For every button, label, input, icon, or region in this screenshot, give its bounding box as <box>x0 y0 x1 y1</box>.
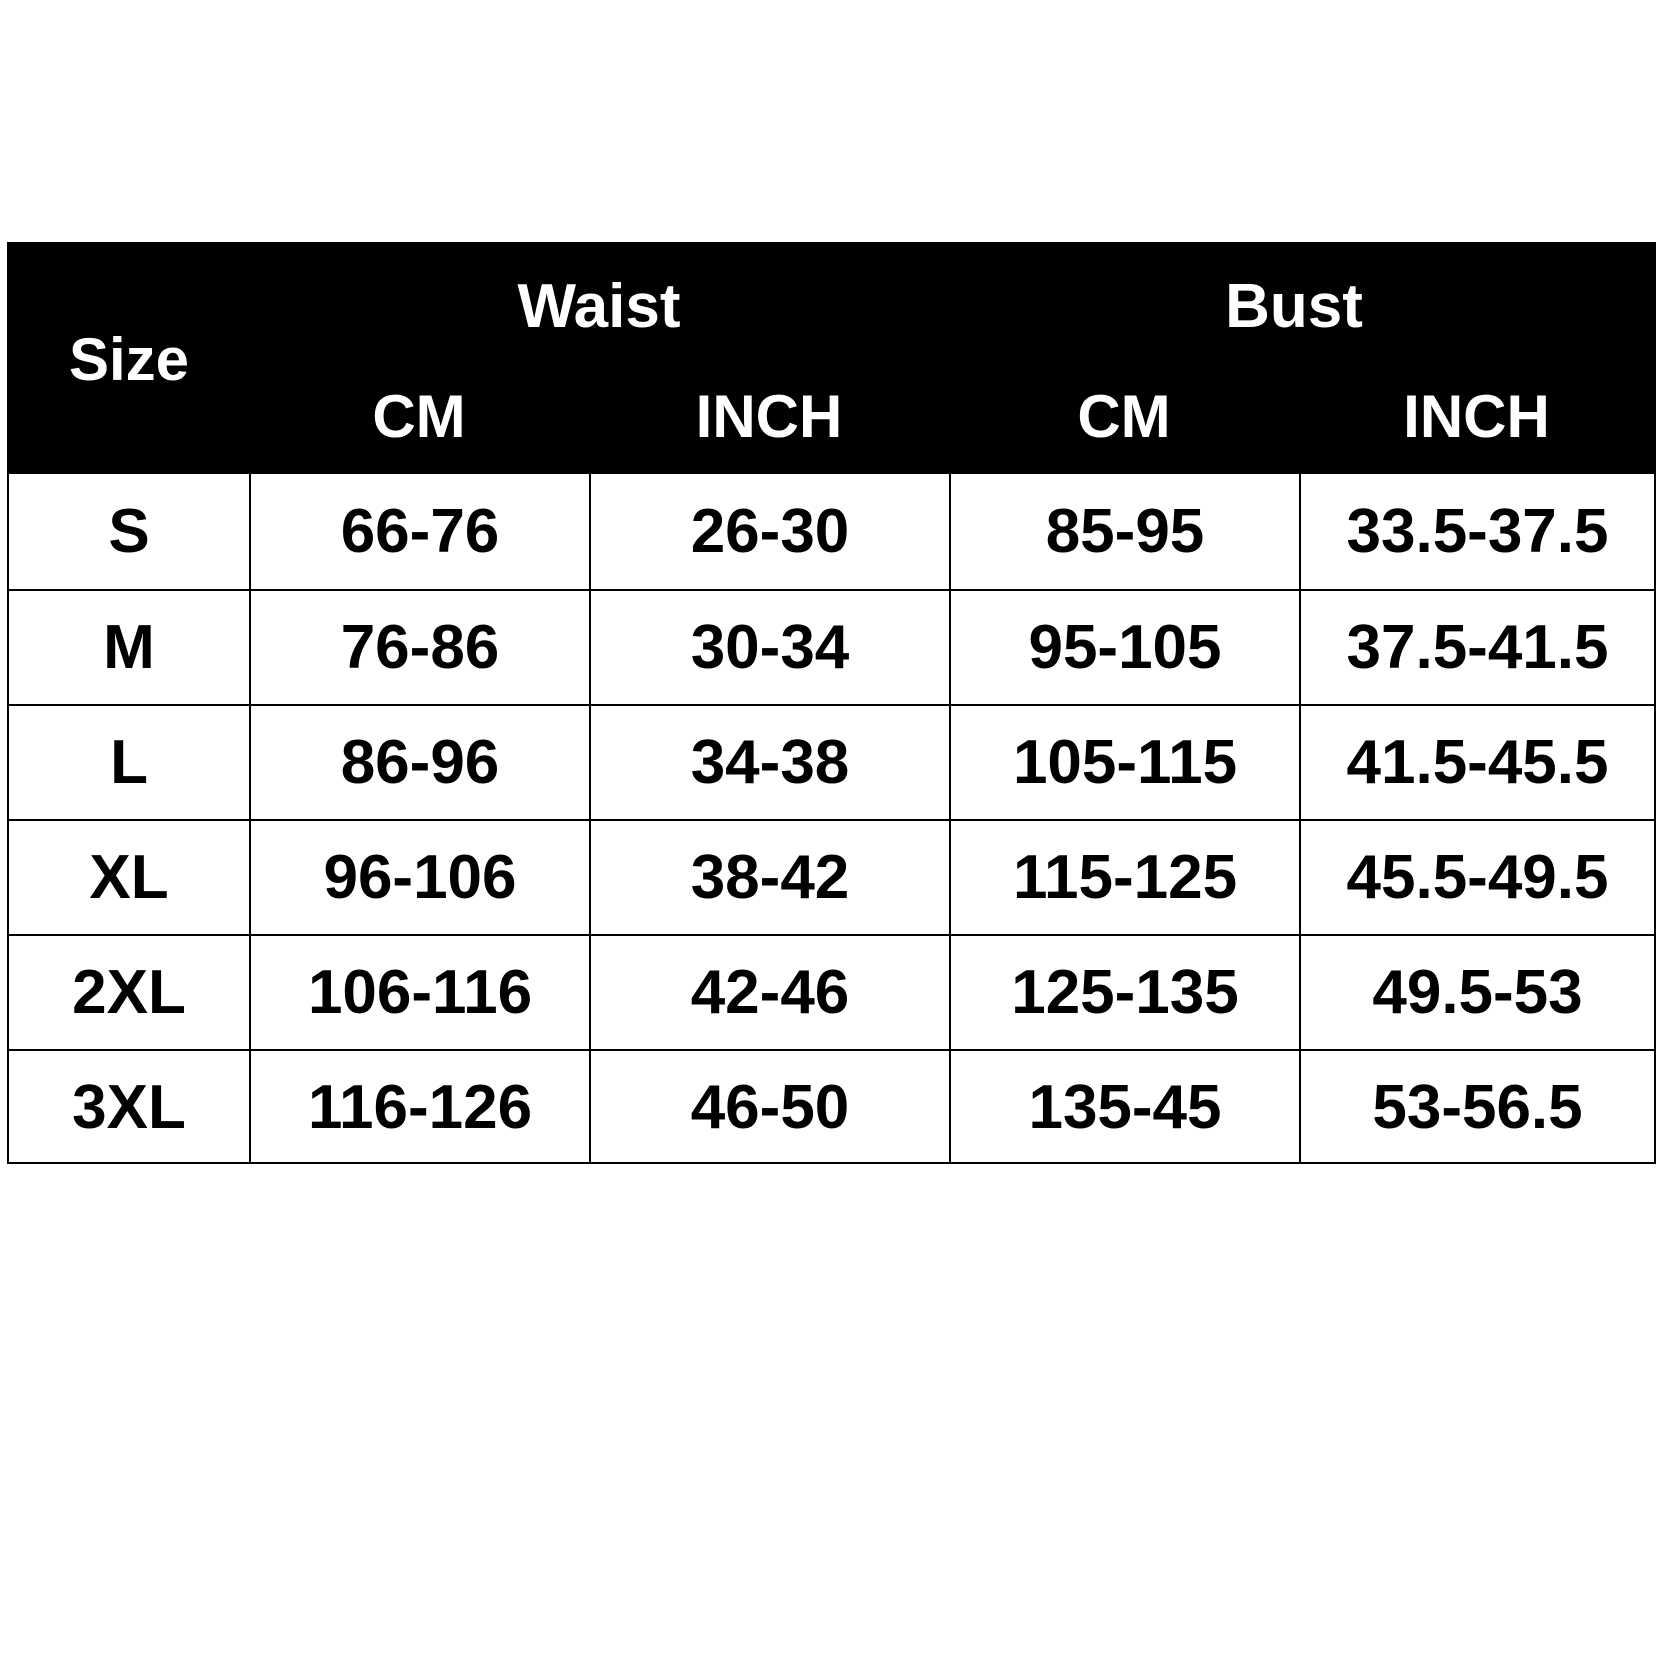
waist-inch-cell: 34-38 <box>589 706 949 819</box>
table-row <box>9 1049 1654 1164</box>
waist-cm-cell: 66-76 <box>249 474 589 589</box>
waist-cm-cell: 96-106 <box>249 821 589 934</box>
table-row <box>9 819 1654 934</box>
bust-inch-header: INCH <box>1403 383 1550 450</box>
waist-inch-cell: 42-46 <box>589 936 949 1049</box>
size-cell: XL <box>89 843 169 912</box>
size-cell: L <box>110 728 148 797</box>
size-chart-table <box>7 242 1656 1164</box>
table-header <box>9 244 1654 474</box>
size-cell: M <box>103 613 155 682</box>
waist-inch-header: INCH <box>695 383 843 450</box>
waist-inch-cell: 38-42 <box>589 821 949 934</box>
bust-inch-cell: 33.5-37.5 <box>1299 474 1654 589</box>
waist-inch-cell: 46-50 <box>589 1051 949 1164</box>
bust-cm-cell: 95-105 <box>949 591 1299 704</box>
waist-inch-cell: 26-30 <box>589 474 949 589</box>
table-body <box>9 474 1654 1162</box>
size-column-header: Size <box>68 325 190 393</box>
waist-cm-cell: 76-86 <box>249 591 589 704</box>
table-row <box>9 934 1654 1049</box>
bust-cm-cell: 85-95 <box>949 474 1299 589</box>
size-cell: S <box>108 497 150 566</box>
table-row <box>9 704 1654 819</box>
size-cell: 3XL <box>72 1073 186 1142</box>
bust-cm-header: CM <box>1077 383 1171 450</box>
table-row <box>9 474 1654 589</box>
table-row <box>9 589 1654 704</box>
bust-inch-cell: 53-56.5 <box>1299 1051 1654 1164</box>
size-cell: 2XL <box>72 958 186 1027</box>
bust-inch-cell: 45.5-49.5 <box>1299 821 1654 934</box>
bust-cm-cell: 115-125 <box>949 821 1299 934</box>
bust-cm-cell: 125-135 <box>949 936 1299 1049</box>
bust-cm-cell: 135-45 <box>949 1051 1299 1164</box>
bust-cm-cell: 105-115 <box>949 706 1299 819</box>
bust-group-header: Bust <box>1225 272 1363 341</box>
bust-inch-cell: 37.5-41.5 <box>1299 591 1654 704</box>
bust-inch-cell: 49.5-53 <box>1299 936 1654 1049</box>
waist-cm-cell: 116-126 <box>249 1051 589 1164</box>
waist-cm-header: CM <box>372 383 466 450</box>
waist-group-header: Waist <box>517 272 681 341</box>
bust-inch-cell: 41.5-45.5 <box>1299 706 1654 819</box>
waist-cm-cell: 106-116 <box>249 936 589 1049</box>
waist-cm-cell: 86-96 <box>249 706 589 819</box>
waist-inch-cell: 30-34 <box>589 591 949 704</box>
